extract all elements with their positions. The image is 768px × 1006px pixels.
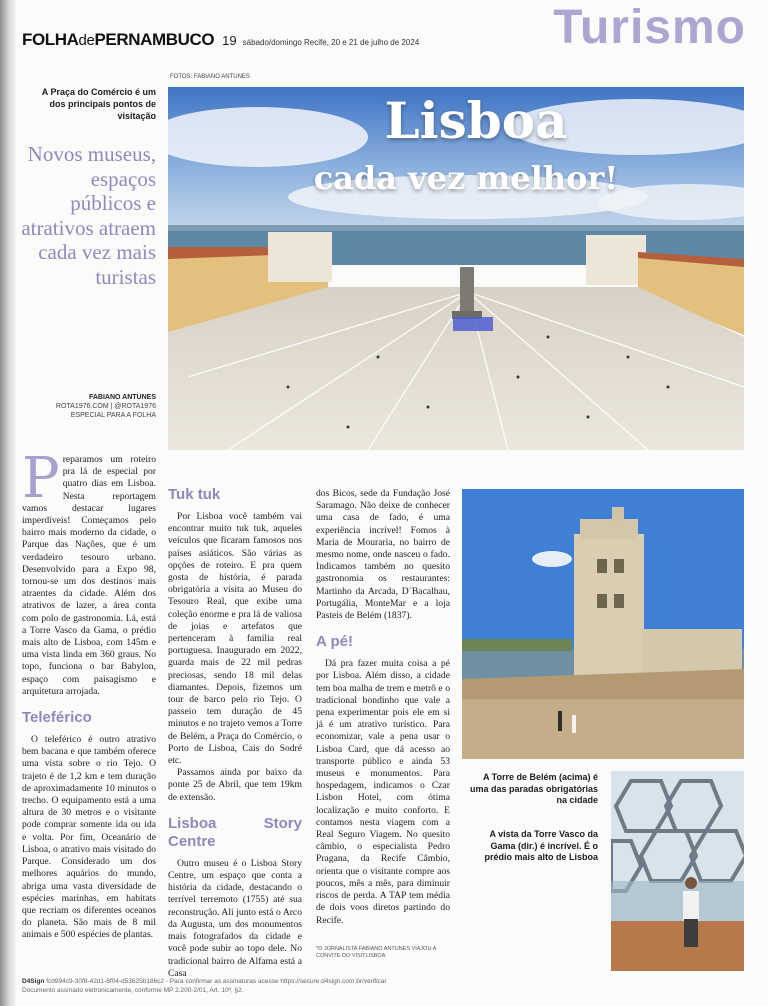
photo-credit: FOTOS: FABIANO ANTUNES [170, 74, 250, 80]
heading-a-pe: A pé! [316, 633, 353, 651]
travel-footnote: *O JORNALISTA FABIANO ANTUNES VIAJOU A CONVITE DO VISITLISBOA [316, 946, 437, 959]
signature-footer [22, 977, 387, 995]
hero-subtitle: cada vez melhor! [313, 159, 619, 197]
d4sign-legal-note: Documento assinado eletronicamente, conforme MP 2.200-2/01, Art. 10º, §2. [22, 987, 244, 994]
photo-torre-vasco-da-gama [611, 771, 744, 971]
page-fold-shadow [0, 0, 16, 1006]
vasco-photo-illustration [611, 771, 744, 971]
edition-date: sábado/domingo Recife, 20 e 21 de julho de 2024 [242, 38, 420, 47]
d4sign-label: D4Sign [22, 978, 45, 985]
heading-story-centre: Lisboa Story Centre [168, 814, 302, 850]
paragraph-teleferico: O teleférico é outro atrativo bem bacana e que também oferece uma vista sobre o rio Tejo. O trajeto é de 1,2 km e tem duração de aproximadamente 10 minutos o trecho. O equipamento está a uma altura de 30 metros e o visitante pode comprar somente ida ou ida e volta. Por fim, Oceanário de Lisboa, o atrativo mais visitado do Parque. Considerado um dos melhores aquários do mundo, abriga uma vasta diversidade de espécies marinhas, em habitats que recriam os diferentes oceanos do planeta. São mais de 8 mil animais e 500 espécies de plantas. [22, 734, 156, 941]
masthead [22, 30, 419, 50]
article-column-2 [168, 486, 302, 980]
tower-photo-illustration [462, 489, 744, 759]
hero-title: Lisboa [384, 91, 568, 150]
dropcap: P [22, 446, 60, 511]
byline [30, 393, 156, 420]
subheadline: Novos museus, espaços públicos e atrativos atraem cada vez mais turistas [21, 142, 156, 289]
article-column-3 [316, 488, 450, 927]
section-title: Turismo [553, 1, 746, 54]
vasco-caption: A vista da Torre Vasco da Gama (dir.) é incrível. É o prédio mais alto de Lisboa [484, 829, 598, 862]
tower-caption: A Torre de Belém (acima) é uma das paradas obrigatórias na cidade [469, 772, 598, 805]
article-column-1 [22, 446, 156, 942]
author-handle: ROTA1976.COM | @ROTA1976 [55, 403, 156, 410]
photo-torre-de-belem [462, 489, 744, 759]
paragraph-a-pe: Dá pra fazer muita coisa a pé por Lisboa. Além disso, a cidade tem boa malha de trem e metrô e o tradicional bondinho que vale a pena experimentar pois ele em si já é um atrativo turístico. Para economizar, vale a pena usar o Lisboa Card, que dá acesso ao transporte público e ainda 53 museus e monumentos. Para hospedagem, indicamos o Czar Lisbon Hotel, com ótima localização e muito conforto. E contamos nesta viagem com a Real Seguro Viagem. No quesito câmbio, o especialista Pedro Pragana, da Recife Câmbio, orienta que o visitante compre aos poucos, mês a mês, para diminuir riscos de perda. A TAP tem média de dois voos diretos partindo do Recife. [316, 658, 450, 926]
paragraph-tuktuk: Por Lisboa você também vai encontrar muito tuk tuk, aqueles veículos que ficaram famosos nos países asiáticos. São várias as opções de roteiro. E pra quem gosta de história, é parada obrigatória a visita ao Museu do Tesouro Real, que exibe uma coleção enorme e pra lá de valiosa de joias e artefatos que pertenceram à família real portuguesa. Inaugurado em 2022, guarda mais de 22 mil pedras preciosas, sendo 18 mil delas diamantes. Depois, fizemos um tour de barco pelo rio Tejo. O passeio tem duração de 45 minutos e no trajeto vemos a Torre de Belém, a Praça do Comércio, o Porto de Lisboa, Cais do Sodré etc. [168, 511, 302, 767]
author-role: ESPECIAL PARA A FOLHA [70, 412, 156, 419]
heading-teleferico: Teleférico [22, 709, 92, 727]
d4sign-verification: fcd994c9-30f8-42d1-8f04-d53625b186c2 - Para confirmar as assinaturas acesse https://secure.d4sign.com.br/verificar [46, 978, 387, 985]
author-name: FABIANO ANTUNES [88, 394, 156, 401]
newspaper-name: FOLHAdePERNAMBUCO [22, 30, 215, 49]
intro-paragraph: Preparamos um roteiro pra lá de especial por quatro dias em Lisboa. Nesta reportagem vamos destacar lugares imperdíveis! Começamos pelo bairro mais moderno da cidade, o Parque das Nações, que é um verdadeiro tesouro urbano. Desenvolvido para a Expo 98, tornou-se um dos destinos mais atraentes da cidade. Além dos atrativos de lazer, a área conta com polo de gastronomia. Lá, está a Torre Vasco da Gama, o prédio mais alto de Lisboa, com 145m e uma vista linda em 360 graus. No topo, funciona o bar Babylon, espaço com paisagismo e arquitetura arrojada. [22, 446, 156, 697]
hero-caption: A Praça do Comércio é um dos principais pontos de visitação [41, 87, 156, 121]
paragraph-bicos: dos Bicos, sede da Fundação José Saramago. Não deixe de conhecer uma casa de fado, é uma experiência incrível! Fomos à Maria de Mouraria, no bairro de mesmo nome, onde nasceu o fado. Indicamos também no quesito gastronomia os restaurantes: Martinho da Arcada, D´Bacalhau, Portugália, MonteMar e a loja Pasteis de Belém (1837). [316, 488, 450, 622]
hero-photo-praca-do-comercio [168, 87, 744, 450]
page-number: 19 [222, 33, 237, 48]
heading-tuktuk: Tuk tuk [168, 486, 221, 503]
paragraph-story-centre: Outro museu é o Lisboa Story Centre, um espaço que conta a história da cidade, destacando o terrível terremoto (1755) até sua reconstrução. Ali junto está o Arco da Augusta, um dos monumentos mais fotografados da cidade e você pode subir ao topo dele. No tradicional bairro de Alfama está a Casa [168, 857, 302, 979]
paragraph-ponte: Passamos ainda por baixo da ponte 25 de Abril, que tem 19km de extensão. [168, 767, 302, 803]
